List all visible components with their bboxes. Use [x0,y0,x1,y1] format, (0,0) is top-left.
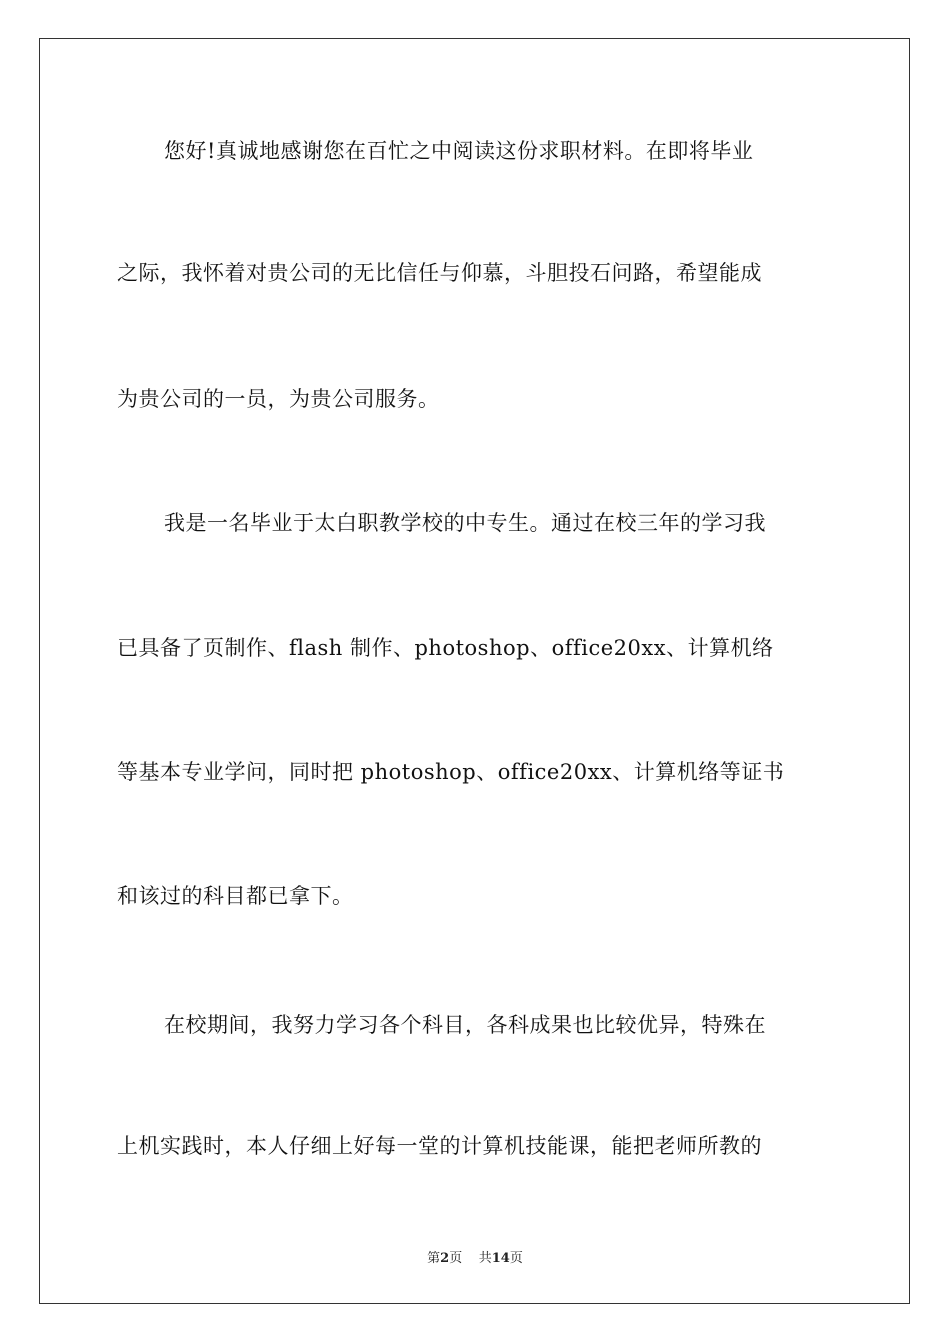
page-border [39,38,910,1304]
paragraph-2-line-3: 等基本专业学问，同时把 photoshop、office20xx、计算机络等证书 [117,760,785,784]
paragraph-1-line-3: 为贵公司的一员，为贵公司服务。 [117,387,440,411]
paragraph-3-line-1: 在校期间，我努力学习各个科目，各科成果也比较优异，特殊在 [164,1013,766,1037]
paragraph-3-line-2: 上机实践时，本人仔细上好每一堂的计算机技能课，能把老师所教的 [117,1134,762,1158]
footer-page-prefix: 第 [427,1251,441,1266]
paragraph-2-line-1: 我是一名毕业于太白职教学校的中专生。通过在校三年的学习我 [164,511,766,535]
footer-page-mid: 页 共 [449,1251,492,1266]
paragraph-1-line-2: 之际，我怀着对贵公司的无比信任与仰慕，斗胆投石问路，希望能成 [117,261,762,285]
page-footer [0,1247,950,1266]
paragraph-1-line-1: 您好!真诚地感谢您在百忙之中阅读这份求职材料。在即将毕业 [164,139,754,163]
paragraph-2-line-4: 和该过的科目都已拿下。 [117,884,354,908]
footer-total-pages: 14 [491,1251,510,1266]
footer-page-suffix: 页 [509,1251,523,1266]
footer-current-page: 2 [440,1251,450,1266]
paragraph-2-line-2: 已具备了页制作、flash 制作、photoshop、office20xx、计算机络 [117,636,774,660]
